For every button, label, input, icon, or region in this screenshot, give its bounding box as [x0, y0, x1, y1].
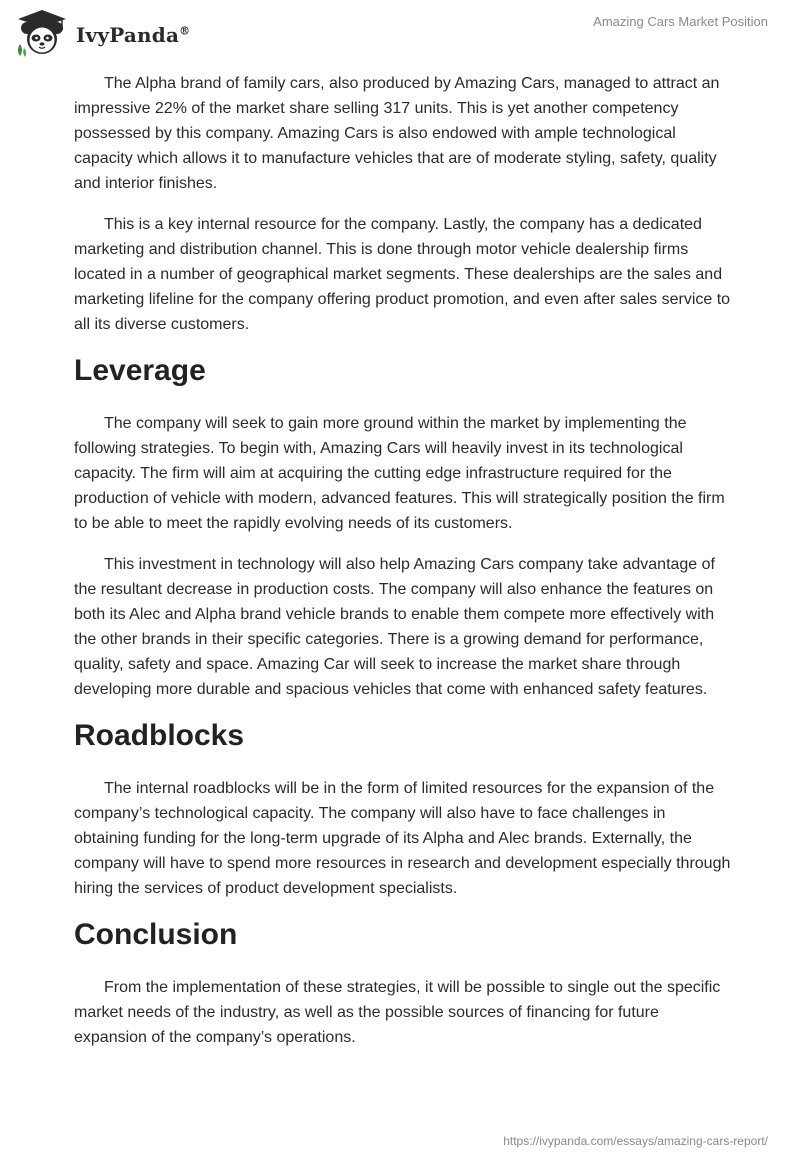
source-url-link[interactable]: https://ivypanda.com/essays/amazing-cars-report/: [503, 1134, 768, 1148]
paragraph: The internal roadblocks will be in the form of limited resources for the expansion of the company’s technological capacity. The company will also have to face challenges in obtaining funding for the long-term upgrade of its Alpha and Alec brands. Externally, the company will have to spend more resources in research and development especially through hiring the services of product development specialists.: [74, 780, 731, 897]
panda-graduate-icon: [14, 8, 70, 58]
paragraph: The Alpha brand of family cars, also produced by Amazing Cars, managed to attract an impressive 22% of the market share selling 317 units. This is yet another competency possessed by this company. Amazing Cars is also endowed with ample technological capacity which allows it to manufacture vehicles that are of moderate styling, safety, quality and interior finishes.: [74, 75, 720, 192]
brand-name: IvyPanda®: [76, 23, 191, 47]
ivypanda-logo[interactable]: [14, 8, 190, 58]
page-header: [0, 0, 800, 64]
paragraph: This is a key internal resource for the company. Lastly, the company has a dedicated marketing and distribution channel. This is done through motor vehicle dealership firms located in a number of geographical market segments. These dealerships are the sales and marketing lifeline for the company offering product promotion, and even after sales service to all its diverse customers.: [74, 216, 731, 333]
registered-mark: ®: [179, 24, 191, 38]
document-title: Amazing Cars Market Position: [593, 14, 768, 29]
paragraph: The company will seek to gain more ground within the market by implementing the following strategies. To begin with, Amazing Cars will heavily invest in its technological capacity. The firm will aim at acquiring the cutting edge infrastructure required for the production of vehicle with modern, advanced features. This will strategically position the firm to be able to meet the rapidly evolving needs of its customers.: [74, 415, 725, 532]
section-heading-leverage: Leverage: [74, 354, 206, 387]
section-heading-roadblocks: Roadblocks: [74, 719, 245, 752]
essay-content: [74, 71, 734, 1066]
paragraph: This investment in technology will also help Amazing Cars company take advantage of the resultant decrease in production costs. The company will also enhance the features on both its Alec and Alpha brand vehicle brands to enable them compete more effectively with the other brands in their specific categories. There is a growing demand for performance, quality, safety and space. Amazing Car will seek to increase the market share through developing more durable and spacious vehicles that come with enhanced safety features.: [74, 556, 715, 698]
section-heading-conclusion: Conclusion: [74, 918, 238, 951]
paragraph: From the implementation of these strategies, it will be possible to single out the specific market needs of the industry, as well as the possible sources of financing for future expansion of the company’s operations.: [74, 979, 721, 1046]
